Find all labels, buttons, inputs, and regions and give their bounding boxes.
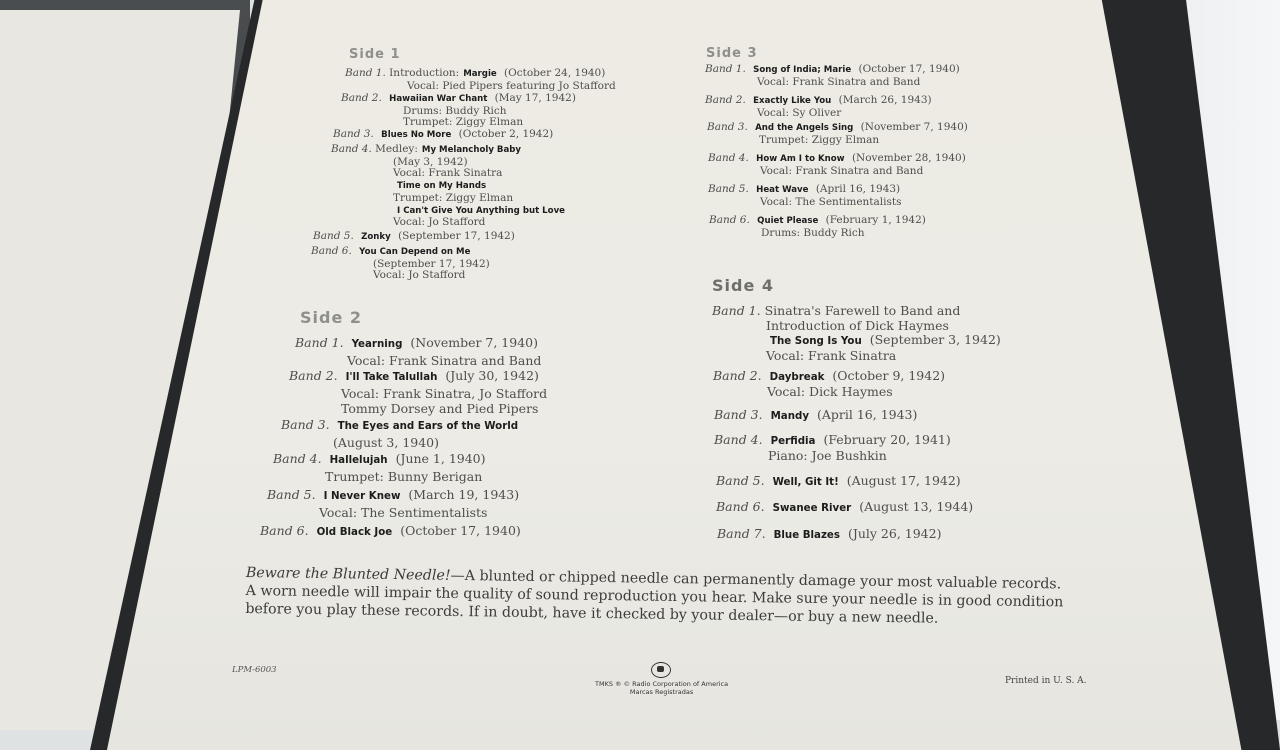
song-title: I Never Knew [323,490,401,502]
band-label: Band 2. [341,92,386,104]
credit-text: Vocal: Frank Sinatra [766,347,897,363]
credit-text: Vocal: Frank Sinatra and Band [347,352,542,368]
song-title: Heat Wave [756,185,809,195]
band-line [260,523,521,541]
track-band [709,215,926,239]
credit-text: Vocal: Frank Sinatra, Jo Stafford [341,385,548,401]
credit-text: (September 17, 1942) [373,257,490,270]
track-band [345,68,616,92]
track-band [311,246,490,282]
song-title: Exactly Like You [753,96,832,106]
band-line [712,304,1001,319]
song-title: Mandy [770,410,810,422]
credit-text: Vocal: Sy Oliver [757,106,842,119]
recording-date: (September 3, 1942) [865,332,1001,347]
song-title: And the Angels Sing [755,123,854,133]
recording-date: (August 17, 1942) [842,473,961,488]
band-label: Band 4. [331,143,376,155]
song-title: Yearning [351,338,403,350]
band-label: Band 3. [333,128,378,140]
band-line [713,369,945,385]
recording-date: (November 7, 1940) [406,335,538,350]
track-band [717,527,941,543]
band-label: Band 5. [267,487,320,502]
track-band [716,500,973,516]
band-line [289,401,547,417]
band-line [289,368,547,386]
band-line [707,135,968,147]
track-band [273,451,486,484]
band-label: Band 4. [714,432,767,447]
credit-text: Piano: Joe Bushkin [768,447,887,463]
credit-text: Drums: Buddy Rich [403,104,507,117]
side-1-title: Side 1 [349,47,401,62]
side-4-title: Side 4 [712,276,775,295]
band-line [333,129,553,142]
track-band [313,231,515,244]
band-line [331,217,569,229]
song-title: Blues No More [381,130,452,140]
recording-date: (August 13, 1944) [855,499,974,514]
band-line [345,81,616,93]
credit-text: Trumpet: Ziggy Elman [759,133,880,146]
song-title: My Melancholy Baby [421,145,522,155]
credit-text: Vocal: The Sentimentalists [319,504,488,520]
track-band [267,487,519,520]
track-band [705,64,960,88]
band-line [717,527,941,543]
recording-date: (February 1, 1942) [822,214,926,226]
track-band [295,335,541,368]
band-line [281,417,522,435]
band-label: Band 2. [705,94,750,106]
track-band [714,408,917,424]
band-label: Band 5. [313,230,358,242]
track-band [289,368,547,417]
band-line [708,166,966,178]
credit-text: Trumpet: Ziggy Elman [403,116,524,129]
track-band [341,93,576,129]
side-3-title: Side 3 [706,46,758,61]
song-title: The Song Is You [770,335,862,347]
band-line [714,449,951,464]
band-label: Band 1. [295,335,348,350]
recording-date: (October 17, 1940) [855,63,960,75]
band-line [714,408,917,424]
recording-date: (March 19, 1943) [404,487,520,502]
band-line [289,386,547,402]
track-band [712,304,1001,363]
track-band [707,122,968,146]
song-title: Hawaiian War Chant [389,94,488,104]
band-line [713,385,945,400]
printed-in-usa: Printed in U. S. A. [1005,676,1087,686]
credit-text: Vocal: Pied Pipers featuring Jo Stafford [407,79,616,92]
track-band [705,95,932,119]
song-title: I Can't Give You Anything but Love [397,205,565,216]
recording-date: (February 20, 1941) [819,432,951,447]
band-line [295,353,541,369]
track-band [714,433,951,463]
band-line [295,335,541,353]
recording-date: (June 1, 1940) [391,451,486,466]
song-title: Daybreak [769,371,825,383]
liner-notes-sheet [100,0,1260,750]
recording-date: (July 30, 1942) [441,368,539,383]
recording-date: (September 17, 1942) [394,230,515,242]
song-title: Song of India; Marie [753,65,852,75]
trademark-line-2: Marcas Registradas [629,688,694,696]
band-label: Band 6. [311,245,356,257]
credit-text: Vocal: Frank Sinatra [393,167,503,180]
song-title: Perfidia [770,435,816,447]
song-title: Hallelujah [329,454,388,466]
credit-text: Trumpet: Bunny Berigan [325,468,483,484]
band-line [712,333,1001,349]
band-line [714,433,951,449]
song-title: You Can Depend on Me [359,247,471,257]
song-title: Old Black Joe [316,526,393,538]
recording-date: (May 17, 1942) [491,92,576,104]
recording-date: (March 26, 1943) [835,94,932,106]
credit-text: (August 3, 1940) [333,434,440,450]
band-prefix: Introduction: [389,67,460,79]
band-label: Band 6. [716,499,769,514]
band-line [331,193,569,205]
song-title: Margie [463,69,497,79]
credit-text: Vocal: Dick Haymes [767,383,893,399]
band-label: Band 6. [260,523,313,538]
band-line [708,197,902,209]
song-title: Well, Git It! [772,476,839,488]
recording-date: (November 28, 1940) [848,152,966,164]
credit-text: Vocal: Frank Sinatra and Band [757,75,921,88]
band-line [716,500,973,516]
band-label: Band 7. [717,526,770,541]
rca-logo-icon [651,662,671,678]
band-label: Band 1. [712,303,765,318]
recording-date: (October 2, 1942) [455,128,554,140]
track-band [708,153,966,177]
track-band [708,184,902,208]
credit-text: Trumpet: Ziggy Elman [393,191,514,204]
band-label: Band 3. [707,121,752,133]
song-title: Swanee River [772,502,852,514]
catalog-number: LPM-6003 [232,665,277,675]
credit-text: Introduction of Dick Haymes [766,317,949,333]
track-band [333,129,553,142]
warning-body: —A blunted or chipped needle can permanently damage your most valuable records. A worn needle will impair the quality of sound reproduction you hear. Make sure your needle is in good condition before you play these records. If in doubt, have it checked by your dealer—or buy a new needle. [245,567,1064,627]
recording-date: (April 16, 1943) [812,183,901,195]
song-title: Blue Blazes [773,529,840,541]
band-prefix: Medley: [375,143,418,155]
track-band [281,417,522,450]
band-line [709,228,926,240]
track-band [713,369,945,399]
song-title: Zonky [361,232,391,242]
band-label: Band 3. [714,407,767,422]
band-label: Band 2. [713,368,766,383]
credit-text: Sinatra's Farewell to Band and [764,303,961,318]
recording-date: (July 26, 1942) [843,526,942,541]
recording-date: (October 17, 1940) [396,523,521,538]
credit-text: Drums: Buddy Rich [761,226,865,239]
track-band [260,523,521,541]
band-line [705,108,932,120]
band-line [267,487,519,505]
song-title: Quiet Please [757,216,819,226]
band-line [712,349,1001,364]
track-band [331,144,569,229]
credit-text: (May 3, 1942) [393,155,468,168]
credit-text: Vocal: Jo Stafford [393,216,486,229]
band-line [705,77,960,89]
band-line [331,168,569,180]
band-label: Band 5. [708,183,753,195]
trademark-block [595,662,728,696]
recording-date: (April 16, 1943) [813,407,918,422]
song-title: I'll Take Talullah [345,371,438,383]
band-label: Band 5. [716,473,769,488]
recording-date: (October 9, 1942) [828,368,946,383]
credit-text: Vocal: The Sentimentalists [760,195,902,208]
trademark-line-1: TMKS ® © Radio Corporation of America [595,680,729,688]
recording-date: (November 7, 1940) [857,121,968,133]
band-line [281,435,522,451]
song-title: The Eyes and Ears of the World [337,420,519,432]
warning-lead: Beware the Blunted Needle! [245,565,451,584]
band-label: Band 1. [705,63,750,75]
credit-text: Tommy Dorsey and Pied Pipers [341,401,539,417]
credit-text: Vocal: Frank Sinatra and Band [760,164,924,177]
band-label: Band 2. [289,368,342,383]
recording-date: (October 24, 1940) [500,67,606,79]
band-line [273,469,486,485]
band-line [267,505,519,521]
band-line [716,474,961,490]
side-2-title: Side 2 [300,308,363,327]
band-line [273,451,486,469]
band-label: Band 6. [709,214,754,226]
band-label: Band 4. [708,152,753,164]
band-line [313,231,515,244]
band-label: Band 4. [273,451,326,466]
song-title: Time on My Hands [397,181,487,192]
band-line [311,270,490,282]
band-line [712,319,1001,334]
credit-text: Vocal: Jo Stafford [373,269,466,282]
band-label: Band 1. [345,67,390,79]
song-title: How Am I to Know [756,154,845,164]
track-band [716,474,961,490]
band-label: Band 3. [281,417,334,432]
